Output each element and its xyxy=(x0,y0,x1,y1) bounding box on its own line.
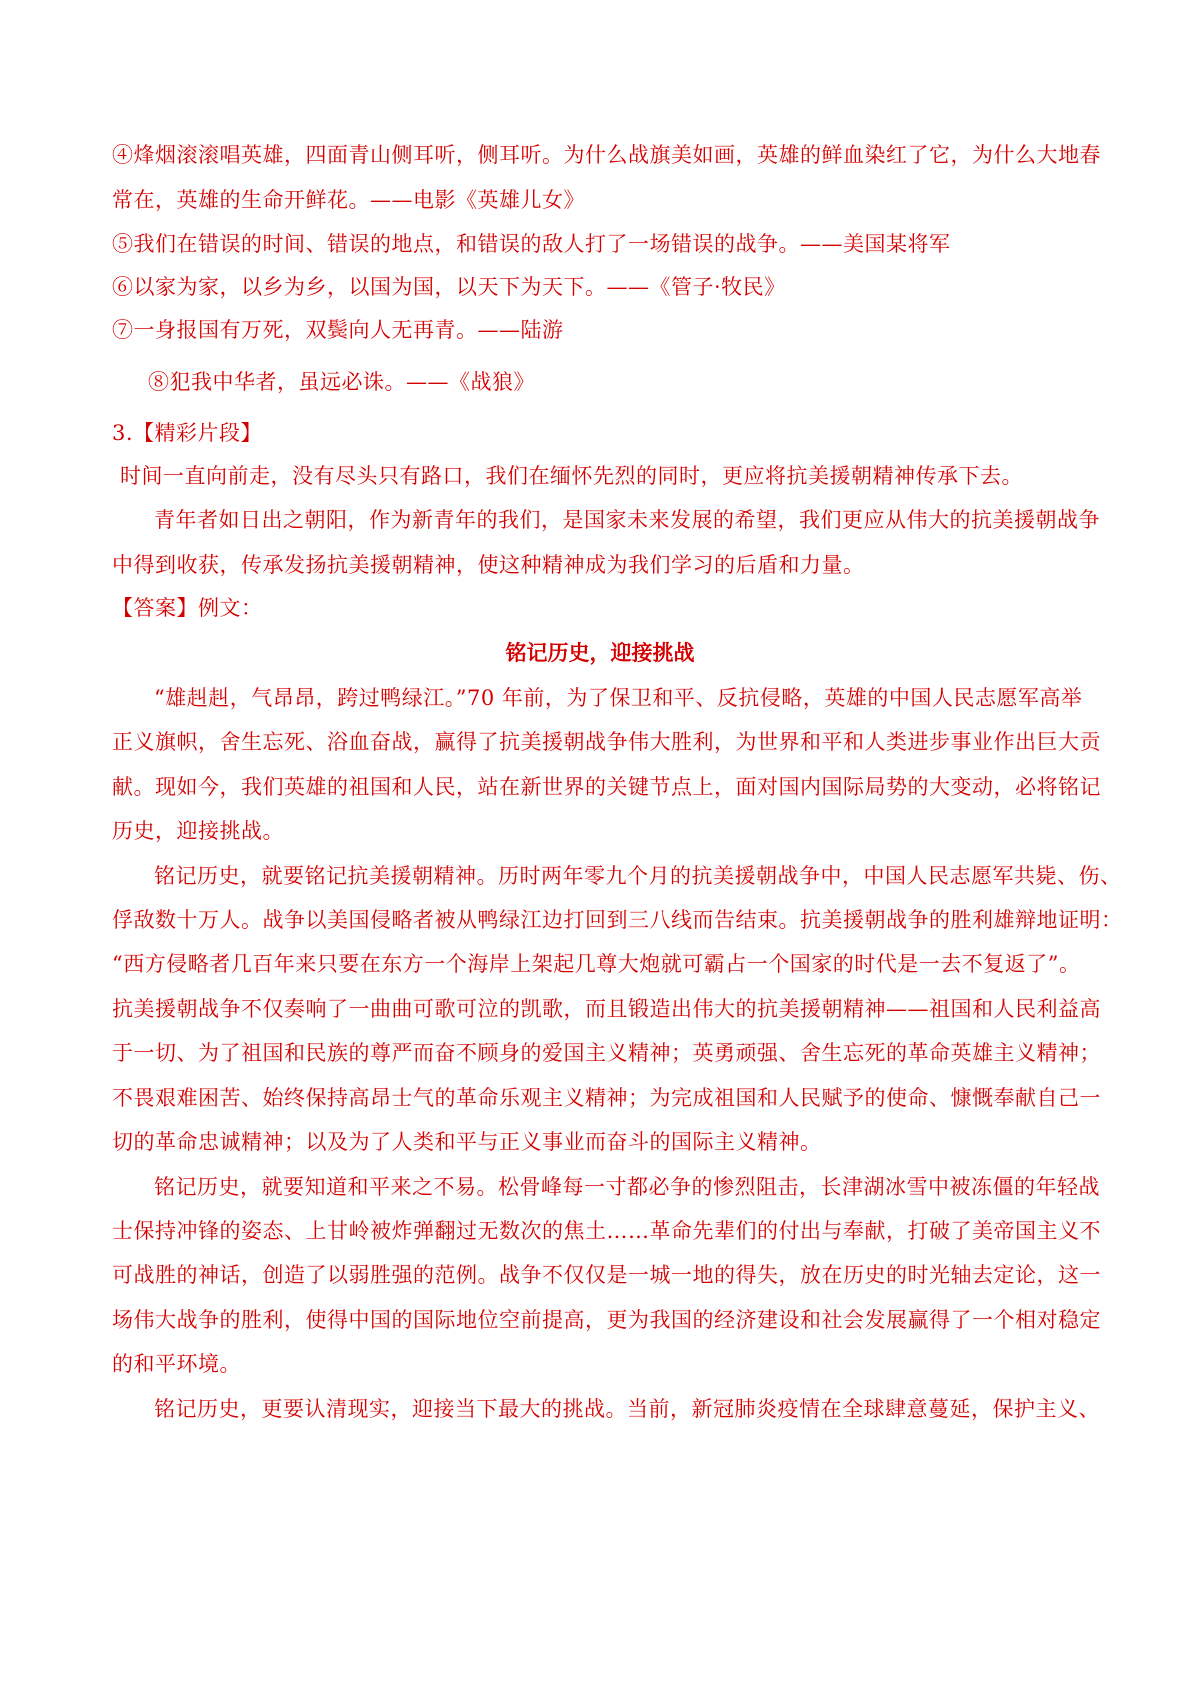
essay-line: 不畏艰难困苦、始终保持高昂士气的革命乐观主义精神；为完成祖国和人民赋予的使命、慷慨奉献自己一 xyxy=(112,1086,1101,1110)
quote-line: ⑥以家为家，以乡为乡，以国为国，以天下为天下。——《管子·牧民》 xyxy=(112,275,786,299)
intro-line: 青年者如日出之朝阳，作为新青年的我们，是国家未来发展的希望，我们更应从伟大的抗美援朝战争 xyxy=(154,508,1100,532)
essay-line: 铭记历史，就要知道和平来之不易。松骨峰每一寸都必争的惨烈阻击，长津湖冰雪中被冻僵的年轻战 xyxy=(154,1175,1100,1199)
essay-line: 俘敌数十万人。战争以美国侵略者被从鸭绿江边打回到三八线而告结束。抗美援朝战争的胜利雄辩地证明： xyxy=(112,908,1123,932)
essay-line: 铭记历史，就要铭记抗美援朝精神。历时两年零九个月的抗美援朝战争中，中国人民志愿军共毙、伤、 xyxy=(154,864,1122,888)
essay-title: 铭记历史，迎接挑战 xyxy=(505,640,695,665)
quote-line: ⑧犯我中华者，虽远必诛。——《战狼》 xyxy=(148,370,535,394)
essay-line: 士保持冲锋的姿态、上甘岭被炸弹翻过无数次的焦土……革命先辈们的付出与奉献，打破了美帝国主义不 xyxy=(112,1219,1101,1243)
essay-line: “雄赳赳，气昂昂，跨过鸭绿江。”70 年前，为了保卫和平、反抗侵略，英雄的中国人民志愿军高举 xyxy=(154,686,1083,710)
essay-line: 于一切、为了祖国和民族的尊严而奋不顾身的爱国主义精神；英勇顽强、舍生忘死的革命英雄主义精神； xyxy=(112,1041,1101,1065)
quote-line: ⑦一身报国有万死，双鬓向人无再青。——陆游 xyxy=(112,318,564,342)
quote-line: ④烽烟滚滚唱英雄，四面青山侧耳听，侧耳听。为什么战旗美如画，英雄的鲜血染红了它，为什么大地春 xyxy=(112,143,1101,167)
intro-line: 时间一直向前走，没有尽头只有路口，我们在缅怀先烈的同时，更应将抗美援朝精神传承下去。 xyxy=(120,464,1023,488)
essay-line: 场伟大战争的胜利，使得中国的国际地位空前提高，更为我国的经济建设和社会发展赢得了一个相对稳定 xyxy=(112,1308,1101,1332)
section-heading: 3.【精彩片段】 xyxy=(112,421,263,445)
essay-line: “西方侵略者几百年来只要在东方一个海岸上架起几尊大炮就可霸占一个国家的时代是一去不复返了”。 xyxy=(112,952,1081,976)
essay-line: 铭记历史，更要认清现实，迎接当下最大的挑战。当前，新冠肺炎疫情在全球肆意蔓延，保护主义、 xyxy=(154,1397,1100,1421)
essay-line: 抗美援朝战争不仅奏响了一曲曲可歌可泣的凯歌，而且锻造出伟大的抗美援朝精神——祖国和人民利益高 xyxy=(112,997,1101,1021)
intro-line: 中得到收获，传承发扬抗美援朝精神，使这种精神成为我们学习的后盾和力量。 xyxy=(112,553,865,577)
essay-line: 历史，迎接挑战。 xyxy=(112,819,284,843)
essay-line: 献。现如今，我们英雄的祖国和人民，站在新世界的关键节点上，面对国内国际局势的大变动，必将铭记 xyxy=(112,775,1101,799)
essay-line: 可战胜的神话，创造了以弱胜强的范例。战争不仅仅是一城一地的得失，放在历史的时光轴去定论，这一 xyxy=(112,1263,1101,1287)
essay-line: 正义旗帜，舍生忘死、浴血奋战，赢得了抗美援朝战争伟大胜利，为世界和平和人类进步事业作出巨大贡 xyxy=(112,730,1101,754)
answer-label: 【答案】例文： xyxy=(112,596,263,620)
quote-line: ⑤我们在错误的时间、错误的地点，和错误的敌人打了一场错误的战争。——美国某将军 xyxy=(112,232,951,256)
essay-line: 切的革命忠诚精神；以及为了人类和平与正义事业而奋斗的国际主义精神。 xyxy=(112,1130,822,1154)
essay-line: 的和平环境。 xyxy=(112,1352,241,1376)
quote-line: 常在，英雄的生命开鲜花。——电影《英雄儿女》 xyxy=(112,188,585,212)
